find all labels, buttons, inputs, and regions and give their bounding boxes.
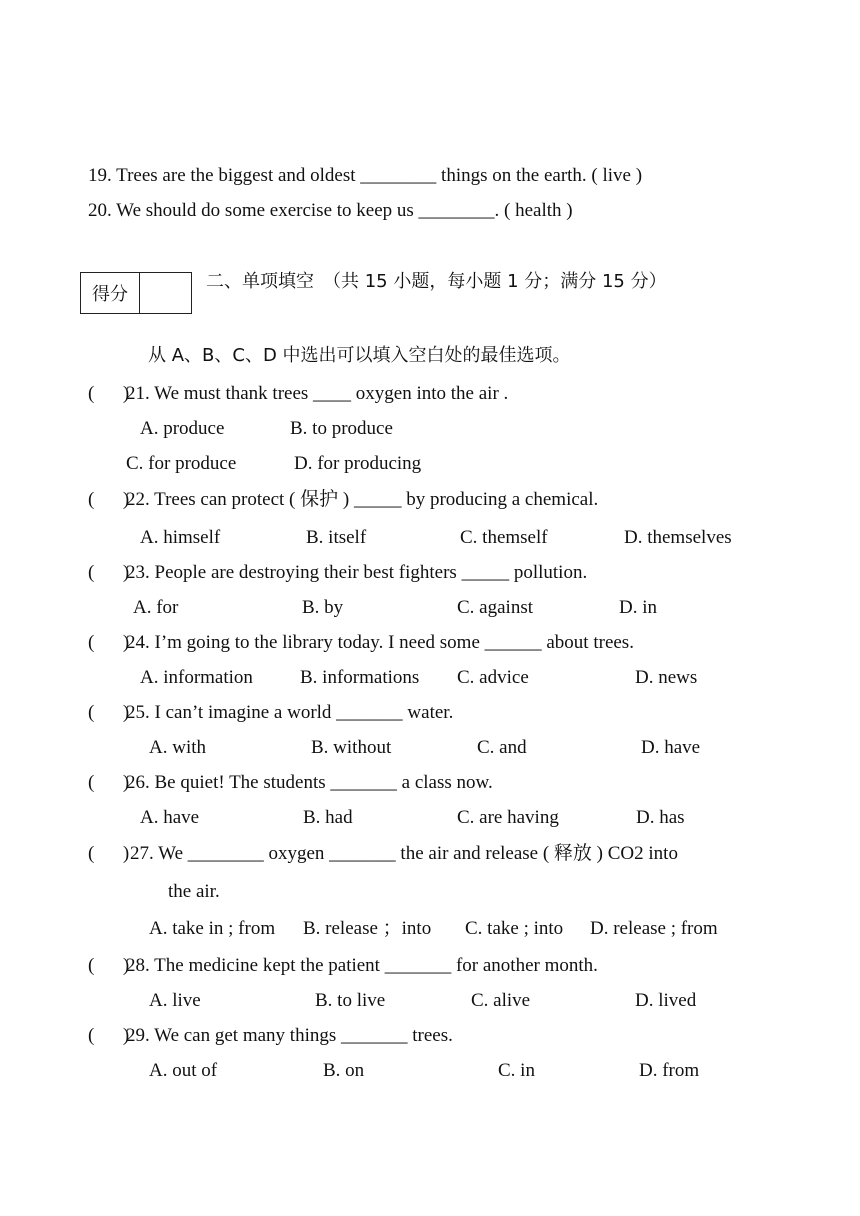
option-a: A. for (133, 597, 179, 618)
option-d: D. for producing (294, 453, 422, 474)
question-stem: 27. We ________ oxygen _______ the air and release ( 释放 ) CO2 into (130, 843, 678, 864)
option-c: C. and (477, 737, 527, 758)
option-b: B. to live (315, 990, 386, 1011)
option-c: C. against (457, 597, 533, 618)
question-stem: 29. We can get many things _______ trees. (126, 1025, 453, 1046)
option-b: B. on (323, 1060, 365, 1081)
answer-paren[interactable]: ( ) (88, 702, 130, 723)
score-box (80, 272, 192, 314)
option-a: A. himself (140, 527, 221, 548)
question-20: 20. We should do some exercise to keep us ________. ( health ) (88, 200, 573, 221)
answer-paren[interactable]: ( ) (88, 383, 130, 404)
answer-paren[interactable]: ( ) (88, 562, 130, 583)
option-a: A. information (140, 667, 253, 688)
question-stem: 23. People are destroying their best fighters _____ pollution. (126, 562, 588, 583)
option-d: D. news (635, 667, 698, 688)
question-29 (88, 1024, 453, 1048)
option-a: A. live (149, 990, 201, 1011)
option-b: B. informations (300, 667, 420, 688)
option-b: B. without (311, 737, 392, 758)
question-28 (88, 954, 598, 978)
option-b: B. itself (306, 527, 367, 548)
option-d: D. has (636, 807, 685, 828)
option-a: A. produce (140, 418, 225, 439)
question-stem: 24. I’m going to the library today. I need some ______ about trees. (126, 632, 634, 653)
option-a: A. have (140, 807, 200, 828)
option-d: D. in (619, 597, 657, 618)
option-d: D. release ; from (590, 918, 718, 939)
question-21 (88, 382, 508, 406)
score-label: 得分 (81, 273, 140, 313)
option-d: D. have (641, 737, 701, 758)
answer-paren[interactable]: ( ) (88, 489, 130, 510)
option-d: D. from (639, 1060, 700, 1081)
section-instruction: 从 A、B、C、D 中选出可以填入空白处的最佳选项。 (148, 345, 571, 366)
option-d: D. themselves (624, 527, 732, 548)
answer-paren[interactable]: ( ) (88, 843, 130, 864)
question-stem-continued: the air. (168, 881, 220, 902)
question-stem: 26. Be quiet! The students _______ a class now. (126, 772, 493, 793)
question-27 (88, 842, 678, 866)
option-c: C. in (498, 1060, 535, 1081)
answer-paren[interactable]: ( ) (88, 772, 130, 793)
option-b: B. to produce (290, 418, 393, 439)
question-19: 19. Trees are the biggest and oldest ________ things on the earth. ( live ) (88, 165, 643, 186)
score-blank-cell[interactable] (140, 273, 191, 313)
option-b: B. release ；into (303, 918, 432, 939)
question-24 (88, 631, 634, 655)
question-stem: 25. I can’t imagine a world _______ water. (126, 702, 454, 723)
option-c: C. are having (457, 807, 559, 828)
section-heading: 二、单项填空 （共 15 小题，每小题 1 分；满分 15 分） (206, 271, 667, 292)
question-stem: 21. We must thank trees ____ oxygen into the air . (126, 383, 509, 404)
question-22 (88, 488, 598, 512)
option-d: D. lived (635, 990, 697, 1011)
answer-paren[interactable]: ( ) (88, 1025, 130, 1046)
option-c: C. advice (457, 667, 529, 688)
option-c: C. alive (471, 990, 531, 1011)
option-b: B. had (303, 807, 353, 828)
question-23 (88, 561, 587, 585)
option-c: C. themself (460, 527, 548, 548)
option-b: B. by (302, 597, 344, 618)
question-stem: 22. Trees can protect ( 保护 ) _____ by producing a chemical. (126, 489, 599, 510)
option-a: A. with (149, 737, 206, 758)
option-a: A. out of (149, 1060, 218, 1081)
option-c: C. for produce (126, 453, 237, 474)
question-stem: 28. The medicine kept the patient _______ for another month. (126, 955, 598, 976)
question-25 (88, 701, 453, 725)
answer-paren[interactable]: ( ) (88, 632, 130, 653)
answer-paren[interactable]: ( ) (88, 955, 130, 976)
question-26 (88, 771, 493, 795)
option-a: A. take in ; from (149, 918, 276, 939)
option-c: C. take ; into (465, 918, 564, 939)
